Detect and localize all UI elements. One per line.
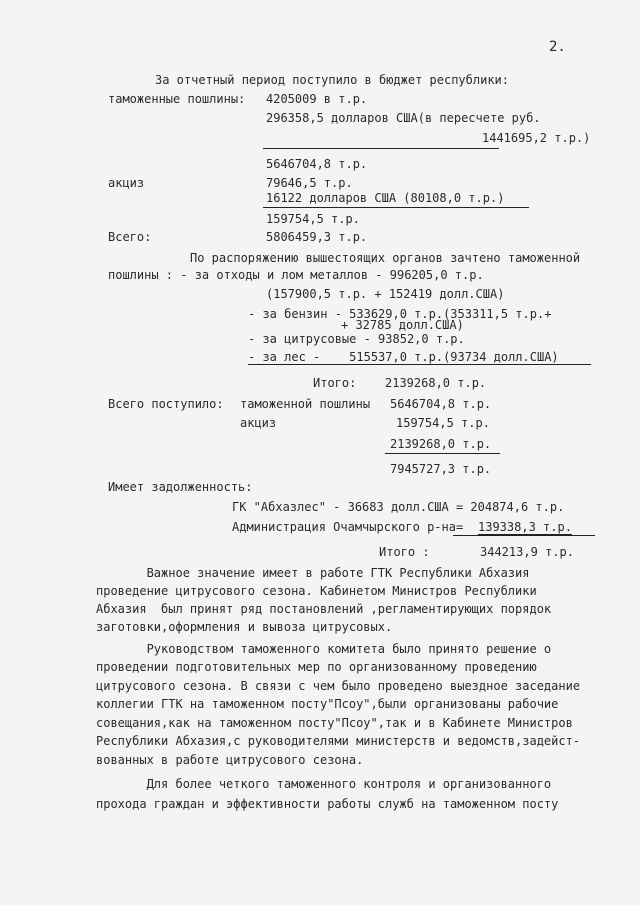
para2-line4: коллегии ГТК на таможенном посту"Псоу",были организованы рабочие bbox=[96, 697, 559, 711]
citrus-line: - за цитрусовые - 93852,0 т.р. bbox=[248, 332, 465, 346]
para1-line2: проведение цитрусового сезона. Кабинетом Министров Республики bbox=[96, 584, 537, 598]
petrol-extra: + 32785 долл.США) bbox=[341, 318, 464, 332]
grand-total: 5806459,3 т.р. bbox=[266, 230, 368, 244]
grand-label: Всего: bbox=[108, 230, 152, 244]
debt-gk: ГК "Абхазлес" - 36683 долл.США = 204874,6 т.р. bbox=[232, 500, 565, 514]
para2-line7: вованных в работе цитрусового сезона. bbox=[96, 753, 364, 767]
para1-line4: заготовки,оформления и вывоза цитрусовых. bbox=[96, 620, 393, 634]
offset-intro-1: По распоряжению вышестоящих органов зачтено таможенной bbox=[190, 251, 581, 265]
subtotal-label: Итого: bbox=[313, 376, 357, 390]
para2-line3: цитрусового сезона. В связи с чем было проведено выездное заседание bbox=[96, 679, 581, 693]
duties-total: 5646704,8 т.р. bbox=[266, 157, 368, 171]
para2-line5: совещания,как на таможенном посту"Псоу",так и в Кабинете Министров bbox=[96, 716, 573, 730]
para3-line2: прохода граждан и эффективности работы служб на таможенном посту bbox=[96, 797, 559, 811]
excise-total: 159754,5 т.р. bbox=[266, 212, 360, 226]
received-duties-label: таможенной пошлины bbox=[240, 397, 371, 411]
para1-line1: Важное значение имеет в работе ГТК Республики Абхазия bbox=[96, 566, 530, 580]
received-excise: 159754,5 т.р. bbox=[396, 416, 490, 430]
duties-usd-rub: 1441695,2 т.р.) bbox=[482, 131, 591, 145]
duties-label: таможенные пошлины: bbox=[108, 92, 246, 106]
subtotal-value: 2139268,0 т.р. bbox=[385, 376, 487, 390]
duties-rule bbox=[263, 148, 499, 149]
debt-admin-label: Администрация Очамчырского р-на= bbox=[232, 520, 464, 534]
excise-rub: 79646,5 т.р. bbox=[266, 176, 353, 190]
excise-usd: 16122 долларов США (80108,0 т.р.) bbox=[266, 191, 505, 205]
debt-admin-value: 139338,3 т.р. bbox=[478, 520, 572, 534]
received-total: 7945727,3 т.р. bbox=[390, 462, 492, 476]
duties-usd: 296358,5 долларов США(в пересчете руб. bbox=[266, 111, 541, 125]
timber-line: - за лес - 515537,0 т.р.(93734 долл.США) bbox=[248, 350, 559, 364]
para2-line1: Руководством таможенного комитета было принято решение о bbox=[96, 642, 552, 656]
debt-label: Имеет задолженность: bbox=[108, 480, 253, 494]
metal-detail: (157900,5 т.р. + 152419 долл.США) bbox=[266, 287, 505, 301]
para2-line2: проведении подготовительных мер по организованному проведению bbox=[96, 660, 537, 674]
petrol-line: - за бензин - 533629,0 т.р.(353311,5 т.р.+ bbox=[248, 307, 552, 321]
received-excise-label: акциз bbox=[240, 416, 277, 430]
duties-rub: 4205009 в т.р. bbox=[266, 92, 368, 106]
page-number: 2. bbox=[549, 39, 566, 55]
debt-total-label: Итого : bbox=[379, 545, 430, 559]
received-offset: 2139268,0 т.р. bbox=[390, 437, 492, 451]
received-duties: 5646704,8 т.р. bbox=[390, 397, 492, 411]
received-rule bbox=[385, 453, 500, 454]
excise-label: акциз bbox=[108, 176, 145, 190]
para2-line6: Республики Абхазия,с руководителями министерств и ведомств,задейст- bbox=[96, 734, 581, 748]
received-label: Всего поступило: bbox=[108, 397, 224, 411]
budget-intro: За отчетный период поступило в бюджет республики: bbox=[155, 73, 510, 87]
offset-intro-2: пошлины : - за отходы и лом металлов - 996205,0 т.р. bbox=[108, 268, 484, 282]
timber-underline bbox=[248, 364, 591, 365]
excise-rule bbox=[263, 207, 529, 208]
para3-line1: Для более четкого таможенного контроля и организованного bbox=[96, 777, 552, 791]
debt-total: 344213,9 т.р. bbox=[480, 545, 574, 559]
para1-line3: Абхазия был принят ряд постановлений ,регламентирующих порядок bbox=[96, 602, 552, 616]
debt-admin-rule bbox=[453, 535, 595, 536]
